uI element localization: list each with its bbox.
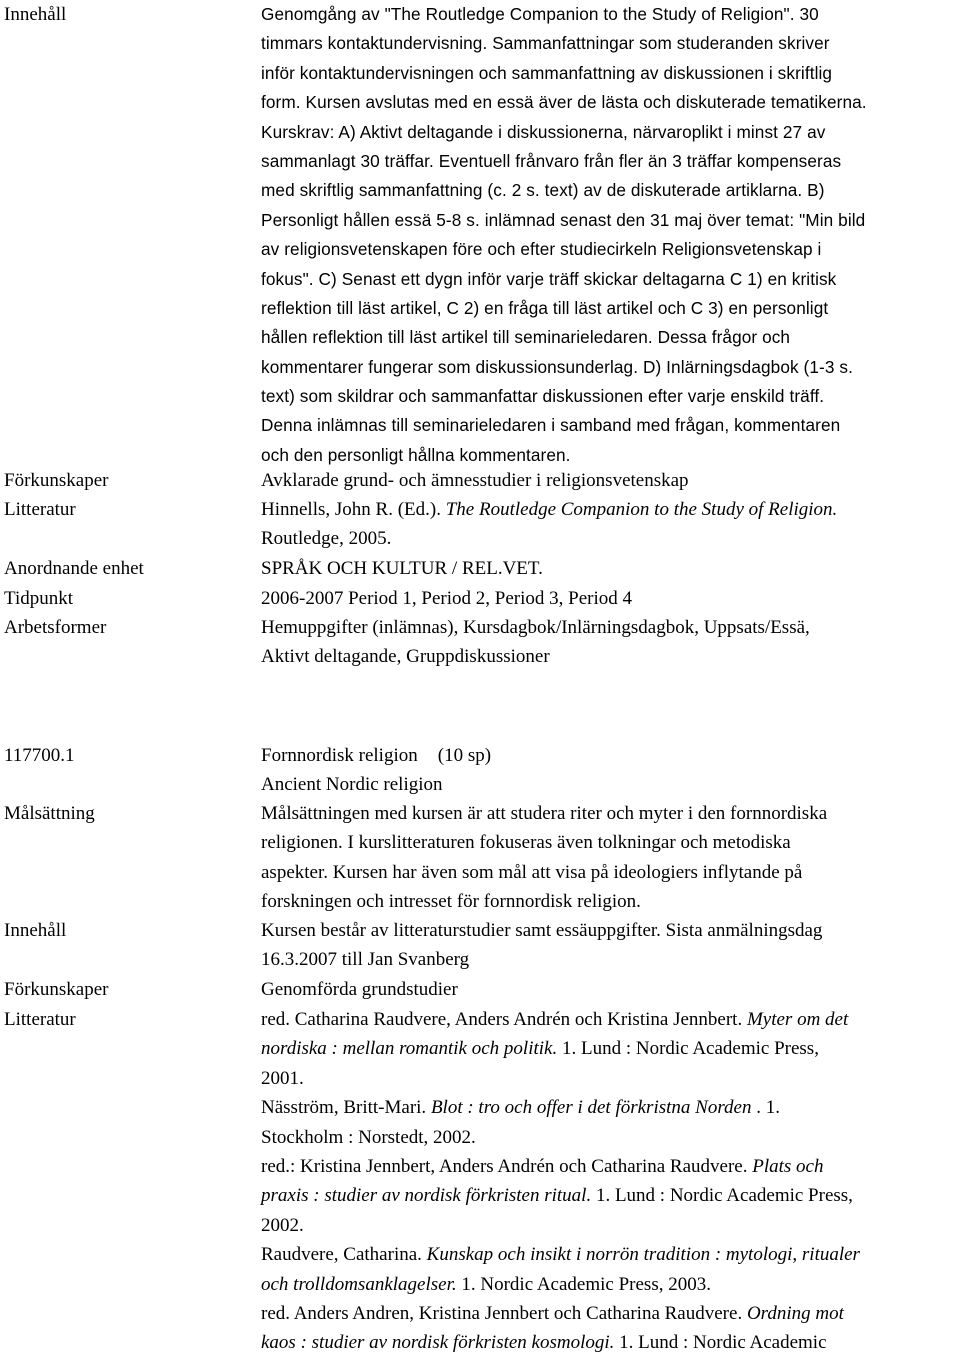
book-title: Kunskap och insikt i norrön tradition : mytologi, ritualer [426,1244,860,1266]
text-line: och den personligt hållna kommentaren. [261,444,571,465]
label-arbetsformer: Arbetsformer [4,617,107,638]
literature-entry-line [261,1181,960,1210]
text-line: forskningen och intresset för fornnordisk religion. [261,891,641,913]
literature-entry-line [261,1093,960,1122]
text-line: 16.3.2007 till Jan Svanberg [261,949,470,971]
book-title: kaos : studier av nordisk förkristen kosmologi. [261,1332,615,1354]
book-author: red.: Kristina Jennbert, Anders Andrén och Catharina Raudvere. [261,1155,753,1177]
book-publisher: 1. Lund : Nordic Academic Press, [591,1185,853,1207]
text-line: religionen. I kurslitteraturen fokuseras även tolkningar och metodiska [261,832,791,854]
text-line: aspekter. Kursen har även som mål att visa på ideologiers inflytande på [261,861,803,883]
book-publisher: 2002. [261,1214,304,1236]
text-line: Denna inlämnas till seminarieledaren i samband med frågan, kommentaren [261,415,841,436]
course-title-line [261,741,491,770]
book-title: Blot : tro och offer i det förkristna Norden [430,1097,752,1119]
book-author: red. Anders Andren, Kristina Jennbert och Catharina Raudvere. [261,1302,747,1324]
text-line: Målsättningen med kursen är att studera riter och myter i den fornnordiska [261,803,828,824]
forkunskaper-text [261,466,960,495]
book-title: nordiska : mellan romantik och politik. [261,1038,558,1060]
book-title: Ordning mot [746,1302,844,1324]
book-publisher: 1. Lund : Nordic Academic [614,1332,827,1354]
course-subtitle: Ancient Nordic religion [261,774,443,795]
label-innehall: Innehåll [4,920,67,941]
text-line: av religionsvetenskapen före och efter studiecirkeln Religionsvetenskap i [261,239,822,260]
text-line: Personligt hållen essä 5-8 s. inlämnad senast den 31 maj över temat: "Min bild [261,209,866,230]
book-publisher: 1. Nordic Academic Press, 2003. [456,1273,711,1295]
text-line: Aktivt deltagande, Gruppdiskussioner [261,646,550,668]
arbetsformer-text [261,613,960,672]
text-line: reflektion till läst artikel, C 2) en fråga till läst artikel och C 3) en personligt [261,297,829,318]
book-author: red. Catharina Raudvere, Anders Andrén och Kristina Jennbert. [261,1009,747,1030]
text-line: Genomgång av "The Routledge Companion to the Study of Religion". 30 [261,4,819,24]
text-line: Avklarade grund- och ämnesstudier i religionsvetenskap [261,470,689,491]
book-author: Raudvere, Catharina. [261,1244,427,1266]
forkunskaper-text [261,975,960,1004]
course-credits: (10 sp) [437,745,492,766]
book-publisher: Stockholm : Norstedt, 2002. [261,1126,476,1148]
book-title: och trolldomsanklagelser. [261,1273,457,1295]
litteratur-text [261,495,960,554]
literature-entry-line [261,1152,960,1181]
text-line: Kurskrav: A) Aktivt deltagande i diskussionerna, närvaroplikt i minst 27 av [261,121,826,142]
text-line: form. Kursen avslutas med en essä äver de lästa och diskuterade tematikerna. [261,92,867,113]
innehall-text [261,916,960,975]
text-line: Kursen består av litteraturstudier samt essäuppgifter. Sista anmälningsdag [261,920,823,941]
label-malsattning: Målsättning [4,803,95,824]
book-publisher: 2001. [261,1067,304,1089]
literature-entry-line [261,1270,960,1299]
book-title: Plats och [752,1155,824,1177]
text-line: timmars kontaktundervisning. Sammanfattningar som studeranden skriver [261,33,830,54]
text-line: inför kontaktundervisningen och sammanfattning av diskussionen i skriftlig [261,62,833,83]
book-title: The Routledge Companion to the Study of Religion. [445,499,838,520]
text-line: Hemuppgifter (inlämnas), Kursdagbok/Inlärningsdagbok, Uppsats/Essä, [261,617,810,638]
litteratur-list [261,1005,960,1358]
literature-entry-line [261,1299,960,1328]
text-line: sammanlagt 30 träffar. Eventuell frånvaro från fler än 3 träffar kompenseras [261,150,842,171]
text-line: Genomförda grundstudier [261,979,458,1000]
literature-entry-line [261,1328,960,1357]
book-title: Myter om det [746,1009,849,1030]
course-title: Fornnordisk religion [261,745,418,766]
text-line: SPRÅK OCH KULTUR / REL.VET. [261,558,543,579]
label-tidpunkt: Tidpunkt [4,588,73,609]
book-title: praxis : studier av nordisk förkristen ritual. [261,1185,592,1207]
tidpunkt-text [261,584,960,613]
book-publisher: Routledge, 2005. [261,528,392,550]
text-line: fokus". C) Senast ett dygn inför varje träff skickar deltagarna C 1) en kritisk [261,268,837,289]
text-line: hållen reflektion till läst artikel till seminarieledaren. Dessa frågor och [261,327,791,348]
malsattning-text [261,799,960,917]
literature-entry-line [261,1034,960,1063]
text-line: text) som skildrar och sammanfattar diskussionen efter varje enskild träff. [261,386,825,407]
literature-entry-line [261,1240,960,1269]
text-line: 2006-2007 Period 1, Period 2, Period 3, Period 4 [261,588,633,609]
label-litteratur: Litteratur [4,1009,76,1030]
book-edition: . 1. [751,1097,780,1119]
book-author: Hinnells, John R. (Ed.). [261,499,446,520]
anordnande-text [261,554,960,583]
label-anordnande-enhet: Anordnande enhet [4,558,144,579]
text-line: kommentarer fungerar som diskussionsunderlag. D) Inlärningsdagbok (1-3 s. [261,356,853,377]
book-author: Näsström, Britt-Mari. [261,1097,431,1119]
text-line: med skriftlig sammanfattning (c. 2 s. text) av de diskuterade artiklarna. B) [261,180,825,201]
literature-entry [261,495,960,524]
label-innehall: Innehåll [4,4,67,25]
literature-entry-line [261,1005,960,1034]
course-code: 117700.1 [4,745,75,766]
label-forkunskaper: Förkunskaper [4,470,109,491]
innehall-text [261,0,960,470]
book-publisher: 1. Lund : Nordic Academic Press, [557,1038,819,1060]
label-forkunskaper: Förkunskaper [4,979,109,1000]
label-litteratur: Litteratur [4,499,76,520]
